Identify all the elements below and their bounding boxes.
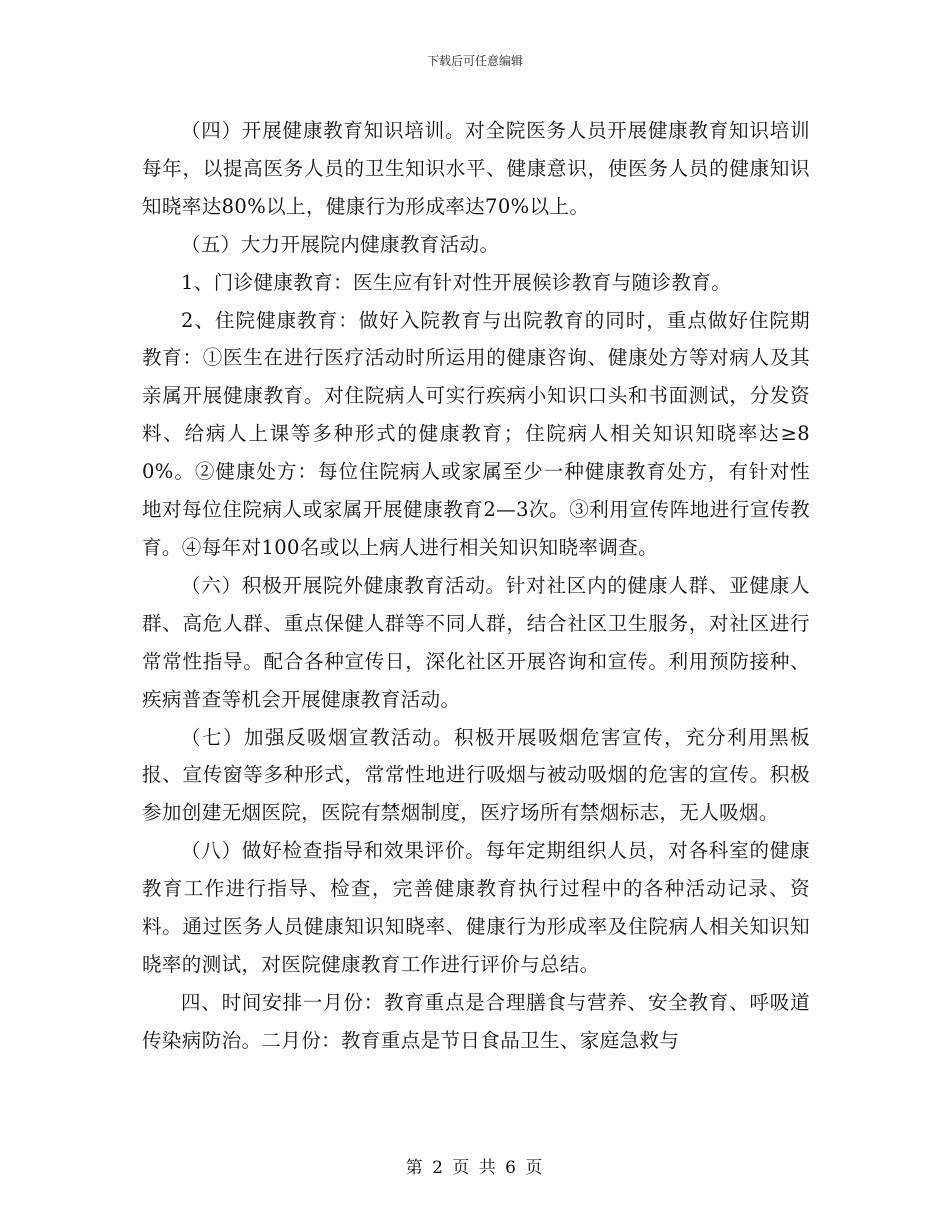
paragraph-evaluation: （八）做好检查指导和效果评价。每年定期组织人员，对各科室的健康教育工作进行指导、检查，完善健康教育执行过程中的各种活动记录、资料。通过医务人员健康知识知晓率、健康行为形成率及住院病人相关知识知晓率的测试，对医院健康教育工作进行评价与总结。 <box>142 839 810 976</box>
paragraph-inhospital-heading: （五）大力开展院内健康教育活动。 <box>181 232 500 256</box>
page-number-footer: 第 2 页 共 6 页 <box>405 1158 545 1178</box>
paragraph-community: （六）积极开展院外健康教育活动。针对社区内的健康人群、亚健康人群、高危人群、重点保健人群等不同人群，结合社区卫生服务，对社区进行常常性指导。配合各种宣传日，深化社区开展咨询和宣传。利用预防接种、疾病普查等机会开展健康教育活动。 <box>142 573 810 711</box>
page-header: 下载后可任意编辑 <box>426 54 523 68</box>
paragraph-inpatient: 2、住院健康教育：做好入院教育与出院教育的同时，重点做好住院期教育：①医生在进行医疗活动时所运用的健康咨询、健康处方等对病人及其亲属开展健康教育。对住院病人可实行疾病小知识口头和书面测试，分发资料、给病人上课等多种形式的健康教育；住院病人相关知识知晓率达≥80%。②健康处方：每位住院病人或家属至少一种健康教育处方，有针对性地对每位住院病人或家属开展健康教育2—3次。③利用宣传阵地进行宣传教育。④每年对100名或以上病人进行相关知识知晓率调查。 <box>142 308 810 559</box>
paragraph-anti-smoking: （七）加强反吸烟宣教活动。积极开展吸烟危害宣传，充分利用黑板报、宣传窗等多种形式，常常性地进行吸烟与被动吸烟的危害的宣传。积极参加创建无烟医院，医院有禁烟制度，医疗场所有禁烟标志，无人吸烟。 <box>142 725 810 825</box>
paragraph-schedule: 四、时间安排一月份：教育重点是合理膳食与营养、安全教育、呼吸道传染病防治。二月份：教育重点是节日食品卫生、家庭急救与 <box>142 990 810 1052</box>
paragraph-outpatient: 1、门诊健康教育：医生应有针对性开展候诊教育与随诊教育。 <box>181 270 732 294</box>
paragraph-training: （四）开展健康教育知识培训。对全院医务人员开展健康教育知识培训每年，以提高医务人员的卫生知识水平、健康意识，使医务人员的健康知识知晓率达80%以上，健康行为形成率达70%以上。 <box>142 119 810 218</box>
document-body <box>142 112 810 1060</box>
